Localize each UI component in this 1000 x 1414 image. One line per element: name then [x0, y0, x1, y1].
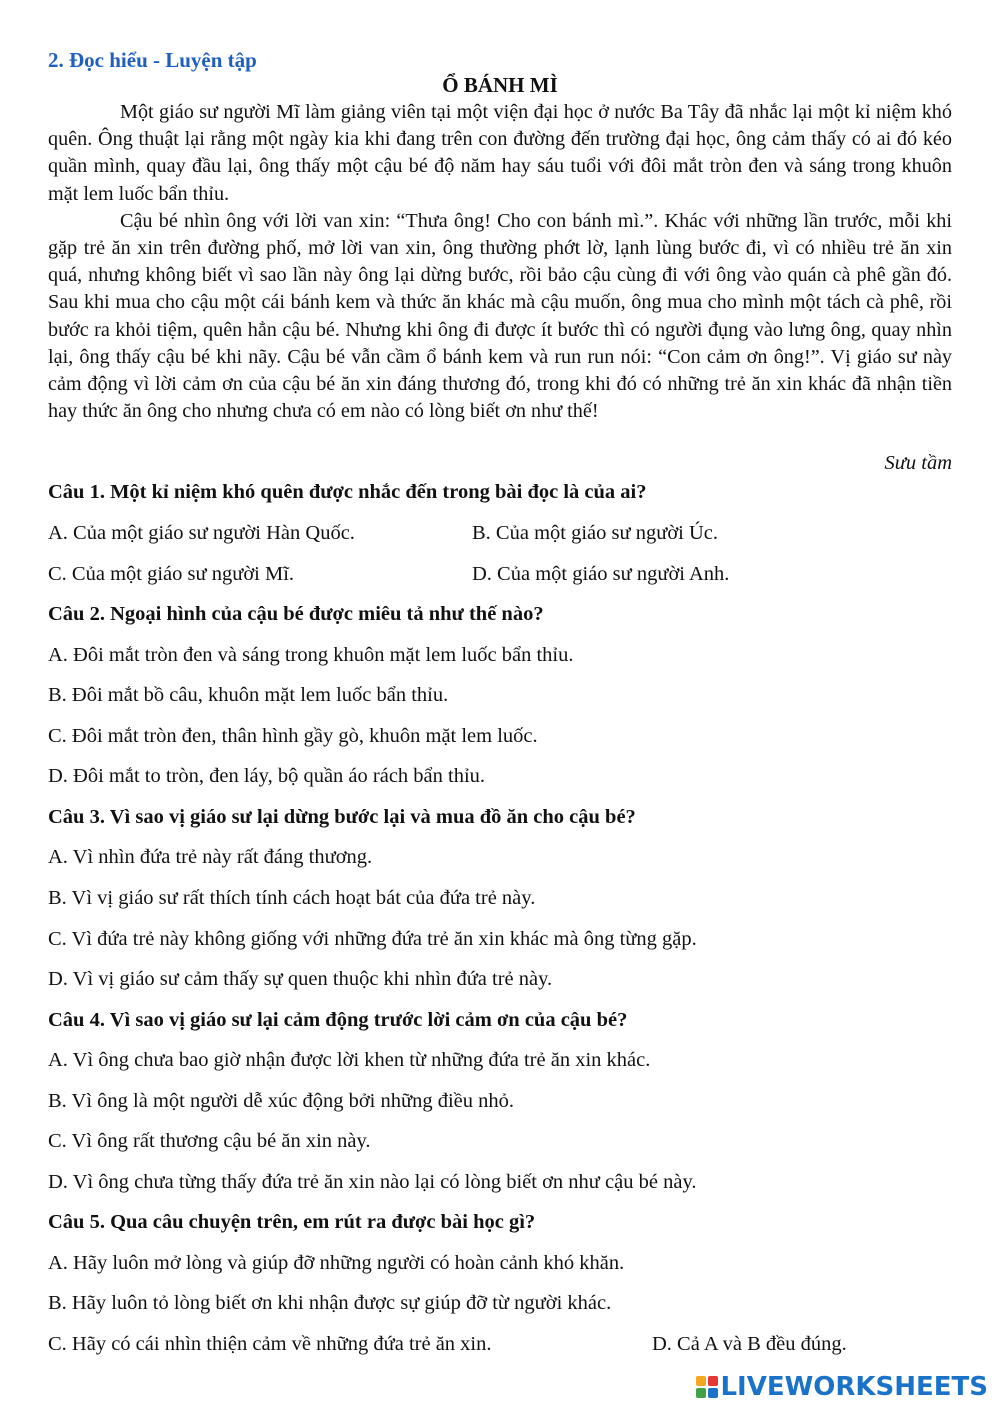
question-2-option-c[interactable]: C. Đôi mắt tròn đen, thân hình gầy gò, khuôn mặt lem luốc. [48, 725, 538, 747]
logo-square [696, 1376, 706, 1386]
question-5: Câu 5. Qua câu chuyện trên, em rút ra được bài học gì? [48, 1211, 536, 1233]
question-3-option-b[interactable]: B. Vì vị giáo sư rất thích tính cách hoạt bát của đứa trẻ này. [48, 887, 536, 909]
question-1-option-b[interactable]: B. Của một giáo sư người Úc. [472, 522, 719, 544]
logo-square [708, 1376, 718, 1386]
question-3-option-c[interactable]: C. Vì đứa trẻ này không giống với những đứa trẻ ăn xin khác mà ông từng gặp. [48, 928, 697, 950]
question-5-option-c[interactable]: C. Hãy có cái nhìn thiện cảm về những đứa trẻ ăn xin. [48, 1333, 492, 1355]
liveworksheets-logo[interactable] [696, 1372, 988, 1402]
question-4-option-a[interactable]: A. Vì ông chưa bao giờ nhận được lời khen từ những đứa trẻ ăn xin khác. [48, 1049, 651, 1071]
logo-text: LIVEWORKSHEETS [720, 1372, 988, 1402]
question-4-option-b[interactable]: B. Vì ông là một người dễ xúc động bởi những điều nhỏ. [48, 1090, 515, 1112]
question-2-option-a[interactable]: A. Đôi mắt tròn đen và sáng trong khuôn mặt lem luốc bẩn thỉu. [48, 644, 574, 666]
question-4: Câu 4. Vì sao vị giáo sư lại cảm động trước lời cảm ơn của cậu bé? [48, 1009, 628, 1031]
logo-square [696, 1388, 706, 1398]
question-3-option-d[interactable]: D. Vì vị giáo sư cảm thấy sự quen thuộc khi nhìn đứa trẻ này. [48, 968, 553, 990]
story-paragraph: Cậu bé nhìn ông với lời van xin: “Thưa ông! Cho con bánh mì.”. Khác với những lần trước, mỗi khi gặp trẻ ăn xin trên đường phố, mở lời van xin, ông thường phớt lờ, lạnh lùng bước đi, vì có nhiều trẻ ăn xin quá, nhưng không biết vì sao lần này ông lại dừng bước, rồi bảo cậu cùng đi với ông vào quán cà phê gần đó. Sau khi mua cho cậu một cái bánh kem và thức ăn khác mà cậu muốn, ông mua cho mình một tách cà phê, rồi bước ra khỏi tiệm, quên hẳn cậu bé. Nhưng khi ông đi được ít bước thì có người đụng vào lưng ông, quay nhìn lại, ông thấy cậu bé khi nãy. Cậu bé vẫn cầm ổ bánh kem và run run nói: “Con cảm ơn ông!”. Vị giáo sư này cảm động vì lời cảm ơn của cậu bé ăn xin đáng thương đó, trong khi đó có những trẻ ăn xin khác đã nhận tiền hay thức ăn ông cho nhưng chưa có em nào có lòng biết ơn như thế! [48, 209, 952, 423]
question-5-option-d[interactable]: D. Cả A và B đều đúng. [652, 1333, 847, 1355]
question-3: Câu 3. Vì sao vị giáo sư lại dừng bước lại và mua đồ ăn cho cậu bé? [48, 806, 636, 828]
logo-square [708, 1388, 718, 1398]
question-2-option-b[interactable]: B. Đôi mắt bồ câu, khuôn mặt lem luốc bẩn thỉu. [48, 684, 449, 706]
liveworksheets-logo-icon [696, 1376, 718, 1398]
question-5-option-a[interactable]: A. Hãy luôn mở lòng và giúp đỡ những người có hoàn cảnh khó khăn. [48, 1252, 625, 1274]
question-4-option-c[interactable]: C. Vì ông rất thương cậu bé ăn xin này. [48, 1130, 371, 1152]
section-title: 2. Đọc hiểu - Luyện tập [48, 48, 257, 72]
story-title: Ổ BÁNH MÌ [442, 73, 558, 97]
story-source: Sưu tầm [884, 452, 952, 474]
question-3-option-a[interactable]: A. Vì nhìn đứa trẻ này rất đáng thương. [48, 846, 373, 868]
question-1-option-a[interactable]: A. Của một giáo sư người Hàn Quốc. [48, 522, 355, 544]
question-5-option-b[interactable]: B. Hãy luôn tỏ lòng biết ơn khi nhận được sự giúp đỡ từ người khác. [48, 1292, 612, 1314]
question-2: Câu 2. Ngoại hình của cậu bé được miêu tả như thế nào? [48, 603, 544, 625]
question-1: Câu 1. Một kỉ niệm khó quên được nhắc đến trong bài đọc là của ai? [48, 481, 647, 503]
question-1-option-c[interactable]: C. Của một giáo sư người Mĩ. [48, 563, 295, 585]
story-text [48, 99, 952, 425]
question-1-option-d[interactable]: D. Của một giáo sư người Anh. [472, 563, 730, 585]
story-paragraph: Một giáo sư người Mĩ làm giảng viên tại một viện đại học ở nước Ba Tây đã nhắc lại một kỉ niệm khó quên. Ông thuật lại rằng một ngày kia khi đang trên con đường đến trường đại học, ông cảm thấy có ai đó kéo quần mình, quay đầu lại, ông thấy một cậu bé độ năm hay sáu tuổi với đôi mắt tròn đen và sáng trong khuôn mặt lem luốc bẩn thỉu. [48, 101, 952, 205]
question-2-option-d[interactable]: D. Đôi mắt to tròn, đen láy, bộ quần áo rách bẩn thỉu. [48, 765, 486, 787]
question-4-option-d[interactable]: D. Vì ông chưa từng thấy đứa trẻ ăn xin nào lại có lòng biết ơn như cậu bé này. [48, 1171, 697, 1193]
